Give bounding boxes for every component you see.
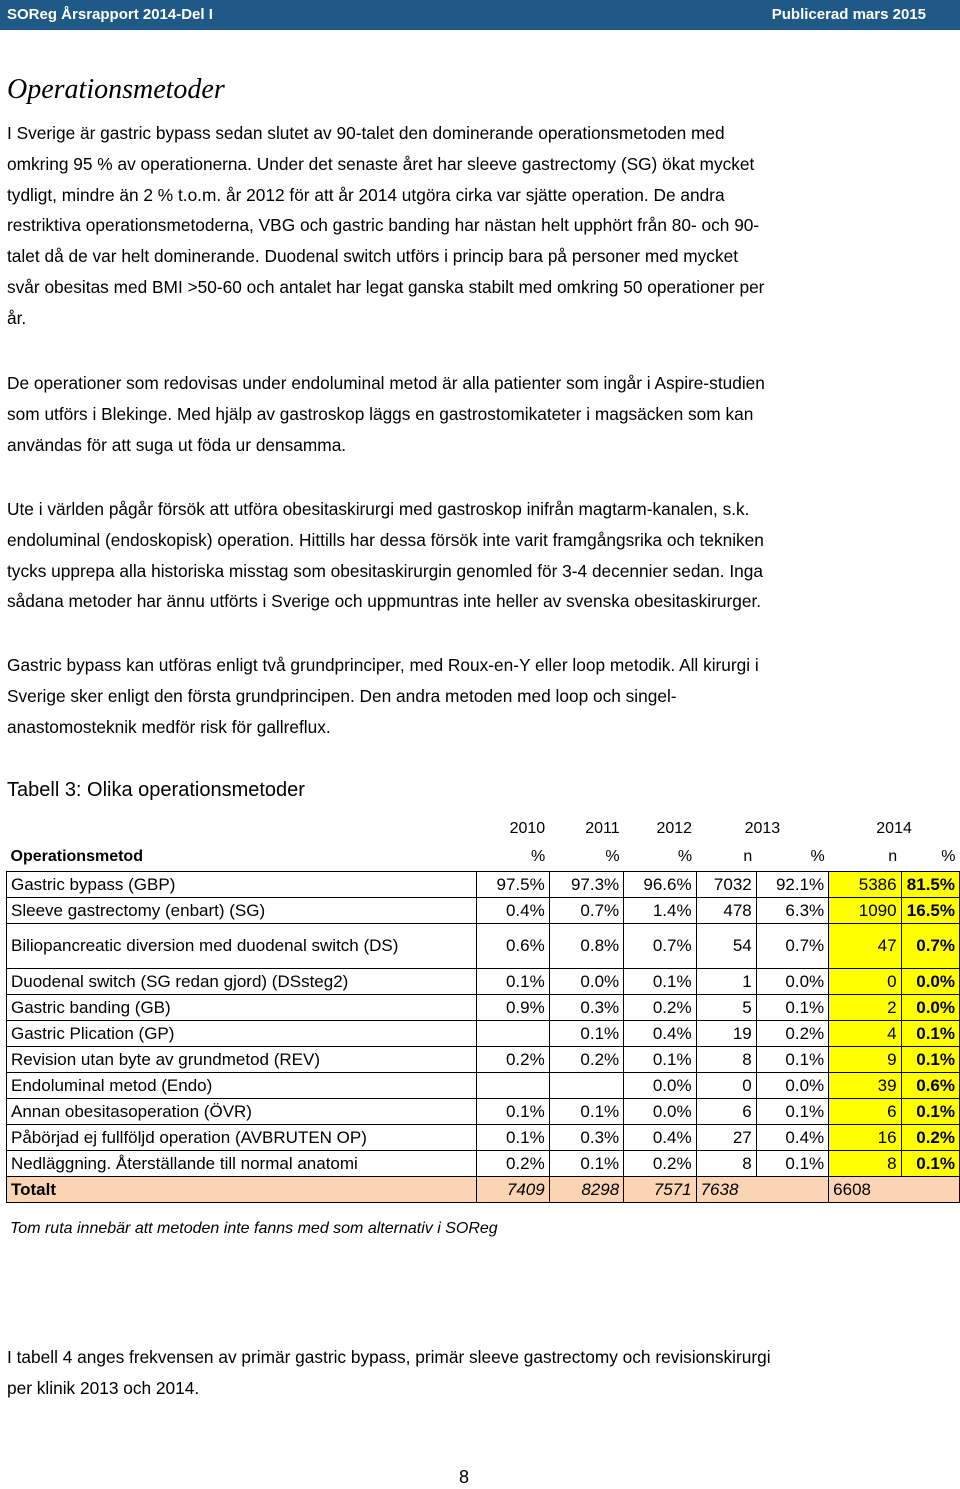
unit-label: % bbox=[624, 843, 696, 872]
column-header-method: Operationsmetod bbox=[7, 843, 477, 872]
value-cell: 0.0% bbox=[549, 969, 623, 995]
value-cell: 0.7% bbox=[624, 924, 696, 969]
method-name: Gastric bypass (GBP) bbox=[7, 872, 477, 898]
header-published-date: Publicerad mars 2015 bbox=[771, 6, 926, 23]
value-cell: 0.2% bbox=[477, 1047, 549, 1073]
table-row bbox=[7, 1021, 960, 1047]
method-name: Biliopancreatic diversion med duodenal switch (DS) bbox=[7, 924, 477, 969]
year-2013: 2013 bbox=[744, 820, 781, 837]
table-row bbox=[7, 1125, 960, 1151]
method-name: Endoluminal metod (Endo) bbox=[7, 1073, 477, 1099]
text-line: användas för att suga ut föda ur densamma. bbox=[7, 434, 347, 455]
text-line: I tabell 4 anges frekvensen av primär gastric bypass, primär sleeve gastrectomy och revisionskirurgi bbox=[7, 1347, 771, 1367]
unit-header-row bbox=[7, 843, 960, 872]
value-cell: 54 bbox=[696, 924, 756, 969]
unit-label: % bbox=[549, 843, 623, 872]
value-cell: 8 bbox=[696, 1151, 756, 1177]
value-cell: 27 bbox=[696, 1125, 756, 1151]
value-cell: 8 bbox=[829, 1151, 901, 1177]
value-cell: 19 bbox=[696, 1021, 756, 1047]
year-2012: 2012 bbox=[656, 820, 693, 837]
value-cell: 7032 bbox=[696, 872, 756, 898]
unit-label: % bbox=[901, 843, 959, 872]
table-row bbox=[7, 995, 960, 1021]
value-cell: 0.1% bbox=[624, 1047, 696, 1073]
value-cell: 0 bbox=[696, 1073, 756, 1099]
table-row bbox=[7, 1151, 960, 1177]
value-cell: 0.2% bbox=[624, 995, 696, 1021]
value-cell: 0.0% bbox=[624, 1073, 696, 1099]
section-title: Operationsmetoder bbox=[7, 74, 225, 105]
value-cell: 9 bbox=[829, 1047, 901, 1073]
method-name: Nedläggning. Återställande till normal anatomi bbox=[7, 1151, 477, 1177]
value-cell: 0.0% bbox=[756, 1073, 828, 1099]
total-value: 6608 bbox=[829, 1177, 960, 1203]
value-cell: 0.0% bbox=[901, 969, 959, 995]
unit-label: % bbox=[756, 843, 828, 872]
value-cell: 0.1% bbox=[756, 1099, 828, 1125]
value-cell: 0.1% bbox=[901, 1021, 959, 1047]
value-cell: 0.0% bbox=[756, 969, 828, 995]
year-2011: 2011 bbox=[585, 820, 620, 837]
value-cell: 8 bbox=[696, 1047, 756, 1073]
value-cell: 16.5% bbox=[901, 898, 959, 924]
value-cell: 0.7% bbox=[901, 924, 959, 969]
value-cell: 1.4% bbox=[624, 898, 696, 924]
value-cell: 0.1% bbox=[477, 1125, 549, 1151]
total-value: 7638 bbox=[696, 1177, 829, 1203]
header-spacer bbox=[7, 815, 477, 843]
text-line: per klinik 2013 och 2014. bbox=[7, 1377, 200, 1398]
table-note: Tom ruta innebär att metoden inte fanns med som alternativ i SOReg bbox=[10, 1220, 498, 1237]
value-cell: 96.6% bbox=[624, 872, 696, 898]
value-cell: 478 bbox=[696, 898, 756, 924]
value-cell: 0.1% bbox=[549, 1151, 623, 1177]
value-cell: 0.1% bbox=[901, 1047, 959, 1073]
value-cell: 0.1% bbox=[549, 1021, 623, 1047]
year-header-row bbox=[7, 815, 960, 843]
value-cell: 0.6% bbox=[901, 1073, 959, 1099]
value-cell: 5 bbox=[696, 995, 756, 1021]
value-cell: 0.1% bbox=[549, 1099, 623, 1125]
text-line: svår obesitas med BMI >50-60 och antalet har legat ganska stabilt med omkring 50 operationer per bbox=[7, 276, 765, 297]
value-cell bbox=[477, 1073, 549, 1099]
value-cell: 0.2% bbox=[624, 1151, 696, 1177]
value-cell: 0.0% bbox=[624, 1099, 696, 1125]
value-cell: 0.0% bbox=[901, 995, 959, 1021]
value-cell: 0.1% bbox=[756, 995, 828, 1021]
method-name: Påbörjad ej fullföljd operation (AVBRUTEN OP) bbox=[7, 1125, 477, 1151]
text-line: tydligt, mindre än 2 % t.o.m. år 2012 för att år 2014 utgöra cirka var sjätte operation. De andra bbox=[7, 184, 725, 205]
unit-label: n bbox=[696, 843, 756, 872]
text-line: Gastric bypass kan utföras enligt två grundprinciper, med Roux-en-Y eller loop metodik. All kirurgi i bbox=[7, 655, 759, 675]
text-line: anastomosteknik medför risk för gallreflux. bbox=[7, 716, 331, 737]
value-cell: 0.4% bbox=[477, 898, 549, 924]
text-line: talet då de var helt dominerande. Duodenal switch utförs i princip bara på personer med mycket bbox=[7, 246, 739, 267]
table-row bbox=[7, 1099, 960, 1125]
text-line: endoluminal (endoskopisk) operation. Hittills har dessa försök inte varit framgångsrika och tekniken bbox=[7, 529, 764, 550]
value-cell: 0.1% bbox=[756, 1047, 828, 1073]
total-row bbox=[7, 1177, 960, 1203]
value-cell: 0.1% bbox=[756, 1151, 828, 1177]
text-line: år. bbox=[7, 307, 27, 328]
table-row bbox=[7, 1047, 960, 1073]
value-cell: 47 bbox=[829, 924, 901, 969]
page-header bbox=[0, 0, 960, 30]
page-number: 8 bbox=[458, 1467, 469, 1487]
value-cell: 97.5% bbox=[477, 872, 549, 898]
total-label: Totalt bbox=[7, 1177, 477, 1203]
value-cell: 0.2% bbox=[756, 1021, 828, 1047]
value-cell: 0.9% bbox=[477, 995, 549, 1021]
value-cell: 1 bbox=[696, 969, 756, 995]
value-cell: 1090 bbox=[829, 898, 901, 924]
paragraph-4 bbox=[7, 650, 927, 742]
value-cell: 0.3% bbox=[549, 995, 623, 1021]
paragraph-3 bbox=[7, 494, 927, 617]
text-line: I Sverige är gastric bypass sedan slutet av 90-talet den dominerande operationsmetoden med bbox=[7, 123, 725, 143]
value-cell: 97.3% bbox=[549, 872, 623, 898]
value-cell: 5386 bbox=[829, 872, 901, 898]
paragraph-2 bbox=[7, 368, 927, 460]
value-cell: 39 bbox=[829, 1073, 901, 1099]
value-cell: 0 bbox=[829, 969, 901, 995]
value-cell: 92.1% bbox=[756, 872, 828, 898]
paragraph-1 bbox=[7, 118, 927, 334]
method-name: Gastric banding (GB) bbox=[7, 995, 477, 1021]
value-cell: 0.7% bbox=[549, 898, 623, 924]
operation-methods-table bbox=[6, 815, 960, 1203]
year-2010: 2010 bbox=[509, 820, 546, 837]
text-line: sådana metoder har ännu utförts i Sverige och uppmuntras inte heller av svenska obesitaskirurger. bbox=[7, 591, 762, 612]
text-line: Sverige sker enligt den första grundprincipen. Den andra metoden med loop och singel- bbox=[7, 685, 677, 706]
total-value: 8298 bbox=[549, 1177, 623, 1203]
text-line: som utförs i Blekinge. Med hjälp av gastroskop läggs en gastrostomikateter i magsäcken som kan bbox=[7, 403, 754, 424]
method-name: Revision utan byte av grundmetod (REV) bbox=[7, 1047, 477, 1073]
value-cell: 81.5% bbox=[901, 872, 959, 898]
value-cell: 0.1% bbox=[901, 1099, 959, 1125]
method-name: Gastric Plication (GP) bbox=[7, 1021, 477, 1047]
text-line: De operationer som redovisas under endoluminal metod är alla patienter som ingår i Aspire-studien bbox=[7, 373, 765, 393]
value-cell: 0.2% bbox=[549, 1047, 623, 1073]
value-cell: 0.4% bbox=[624, 1125, 696, 1151]
header-report-title: SOReg Årsrapport 2014-Del I bbox=[7, 6, 213, 23]
table-row bbox=[7, 898, 960, 924]
table-row bbox=[7, 1073, 960, 1099]
method-name: Annan obesitasoperation (ÖVR) bbox=[7, 1099, 477, 1125]
value-cell: 0.3% bbox=[549, 1125, 623, 1151]
unit-label: n bbox=[829, 843, 901, 872]
value-cell bbox=[549, 1073, 623, 1099]
unit-label: % bbox=[477, 843, 549, 872]
value-cell bbox=[477, 1021, 549, 1047]
value-cell: 0.8% bbox=[549, 924, 623, 969]
value-cell: 0.1% bbox=[477, 1099, 549, 1125]
paragraph-5 bbox=[7, 1342, 927, 1404]
table-row bbox=[7, 872, 960, 898]
table-caption: Tabell 3: Olika operationsmetoder bbox=[7, 779, 305, 801]
value-cell: 4 bbox=[829, 1021, 901, 1047]
value-cell: 6.3% bbox=[756, 898, 828, 924]
value-cell: 6 bbox=[829, 1099, 901, 1125]
value-cell: 0.1% bbox=[901, 1151, 959, 1177]
table-row bbox=[7, 969, 960, 995]
table-row bbox=[7, 924, 960, 969]
value-cell: 0.7% bbox=[756, 924, 828, 969]
value-cell: 6 bbox=[696, 1099, 756, 1125]
value-cell: 0.2% bbox=[477, 1151, 549, 1177]
value-cell: 0.4% bbox=[624, 1021, 696, 1047]
year-2014: 2014 bbox=[876, 820, 912, 837]
text-line: Ute i världen pågår försök att utföra obesitaskirurgi med gastroskop inifrån magtarm-kanalen, s.k. bbox=[7, 499, 750, 519]
total-value: 7409 bbox=[477, 1177, 549, 1203]
method-name: Sleeve gastrectomy (enbart) (SG) bbox=[7, 898, 477, 924]
total-value: 7571 bbox=[624, 1177, 696, 1203]
value-cell: 0.1% bbox=[624, 969, 696, 995]
value-cell: 0.1% bbox=[477, 969, 549, 995]
value-cell: 0.4% bbox=[756, 1125, 828, 1151]
text-line: restriktiva operationsmetoderna, VBG och gastric banding har nästan helt upphört från 80- och 90- bbox=[7, 215, 760, 236]
text-line: tycks upprepa alla historiska misstag som obesitaskirurgin genomled för 3-4 decennier sedan. Inga bbox=[7, 560, 763, 581]
value-cell: 16 bbox=[829, 1125, 901, 1151]
value-cell: 0.2% bbox=[901, 1125, 959, 1151]
value-cell: 0.6% bbox=[477, 924, 549, 969]
method-name: Duodenal switch (SG redan gjord) (DSsteg2) bbox=[7, 969, 477, 995]
value-cell: 2 bbox=[829, 995, 901, 1021]
text-line: omkring 95 % av operationerna. Under det senaste året har sleeve gastrectomy (SG) ökat mycket bbox=[7, 153, 755, 174]
